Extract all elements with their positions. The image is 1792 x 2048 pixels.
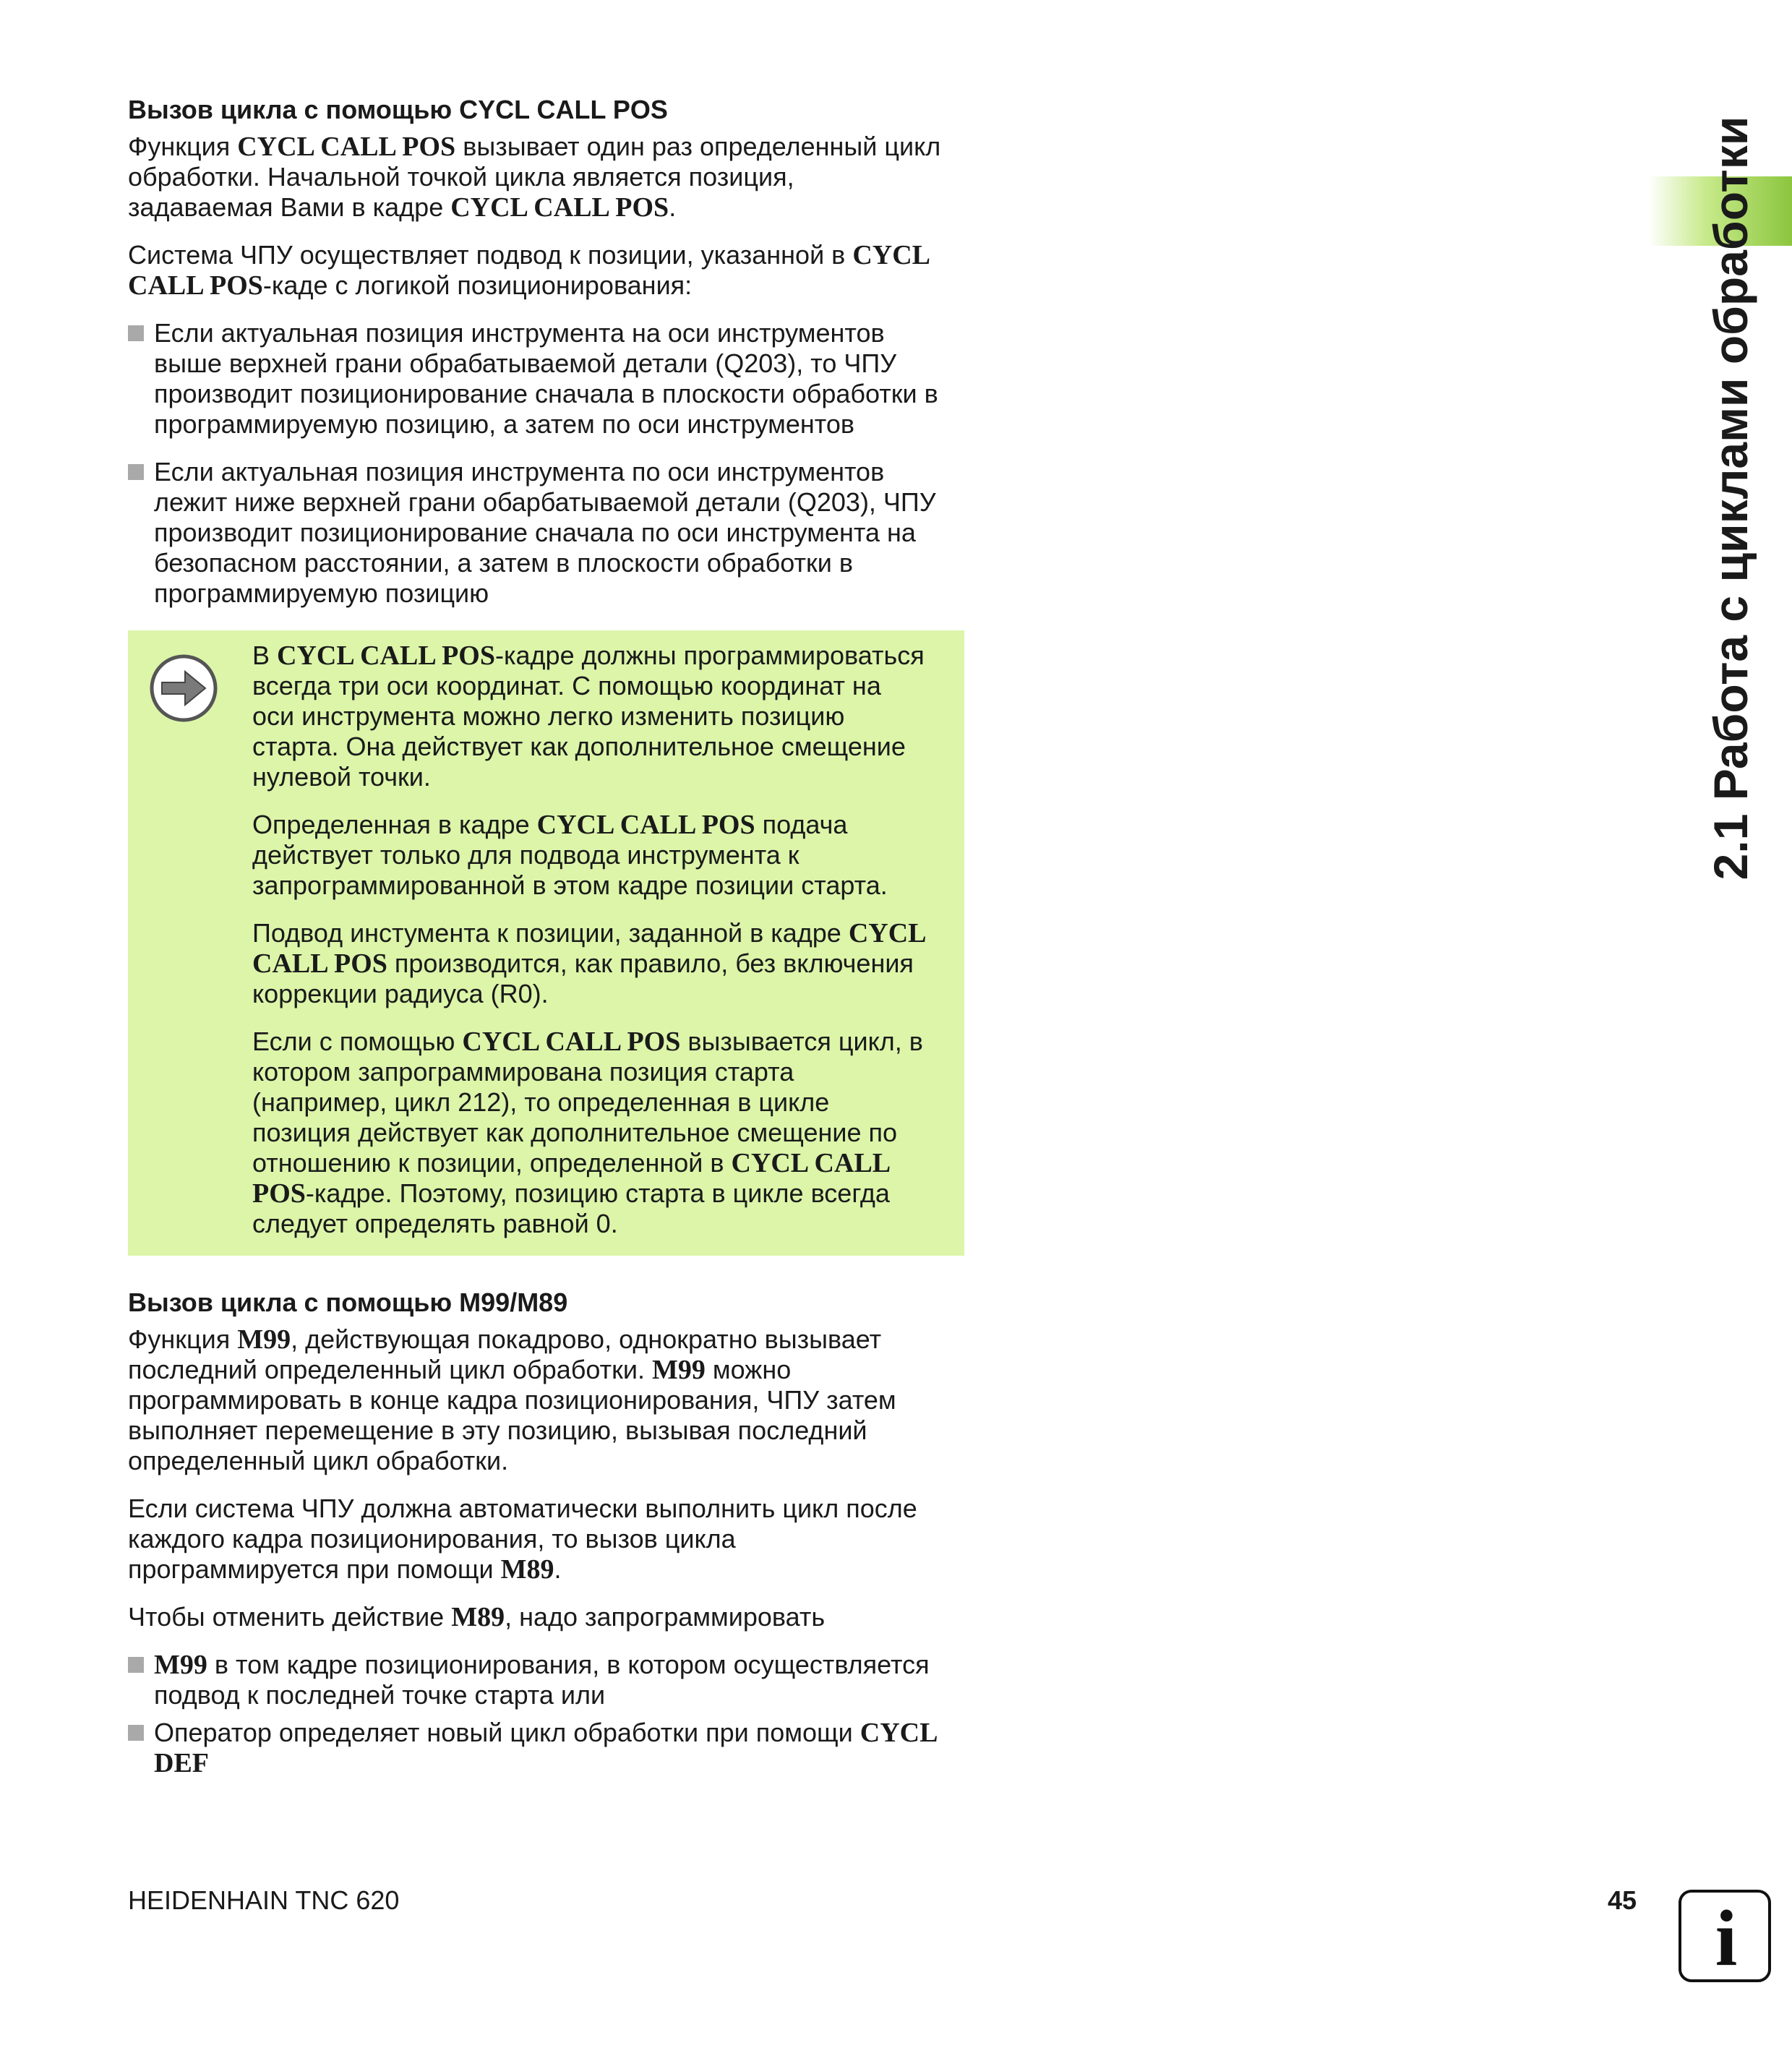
section-heading: Вызов цикла с помощью M99/M89 — [128, 1288, 568, 1317]
bullet-square-icon — [128, 325, 144, 341]
note-text — [252, 640, 946, 1239]
svg-text:i: i — [1715, 1894, 1738, 1979]
list-item: M99 в том кадре позиционирования, в котором осуществляется подвод к последней точке старта или — [128, 1650, 966, 1710]
paragraph: Функция CYCL CALL POS вызывает один раз определенный цикл обработки. Начальной точкой цикла является позиция, задаваемая Вами в кадре CYCL CALL POS. — [128, 132, 941, 223]
paragraph: Система ЧПУ осуществляет подвод к позиции, указанной в CYCL CALL POS-каде с логикой позиционирования: — [128, 240, 930, 301]
note-paragraph: В CYCL CALL POS-кадре должны программироваться всегда три оси координат. С помощью координат на оси инструмента можно легко изменить позицию старта. Она действует как дополнительное смещение нулевой точки. — [252, 640, 925, 792]
info-icon — [1679, 1890, 1771, 1982]
arrow-right-circle-icon — [147, 652, 220, 724]
bullet-square-icon — [128, 464, 144, 480]
list-item: Если актуальная позиция инструмента по оси инструментов лежит ниже верхней грани обарбатываемой детали (Q203), ЧПУ производит позиционирование сначала по оси инструмента на безопасном расстоянии, а затем в плоскости обработки в программируемую позицию — [128, 457, 966, 609]
section-cycl-call-pos — [128, 94, 966, 609]
section-m99-m89 — [128, 1287, 966, 1778]
footer-product: HEIDENHAIN TNC 620 — [128, 1885, 400, 1915]
bullet-square-icon — [128, 1657, 144, 1673]
bullet-square-icon — [128, 1725, 144, 1741]
list-item: Оператор определяет новый цикл обработки при помощи CYCL DEF — [128, 1718, 966, 1778]
paragraph: Функция M99, действующая покадрово, однократно вызывает последний определенный цикл обработки. M99 можно программировать в конце кадра позиционирования, ЧПУ затем выполняет перемещение в эту позицию, вызывая последний определенный цикл обработки. — [128, 1324, 896, 1475]
note-paragraph: Определенная в кадре CYCL CALL POS подача действует только для подвода инструмента к запрограммированной в этом кадре позиции старта. — [252, 810, 888, 900]
note-paragraph: Если с помощью CYCL CALL POS вызывается цикл, в котором запрограммирована позиция старта (например, цикл 212), то определенная в цикле позиция действует как дополнительное смещение по отношению к позиции, определенной в CYCL CALL POS-кадре. Поэтому, позицию старта в цикле всегда следует определять равной 0. — [252, 1027, 923, 1238]
list-item: Если актуальная позиция инструмента на оси инструментов выше верхней грани обрабатываемой детали (Q203), то ЧПУ производит позиционирование сначала в плоскости обработки в программируемую позицию, а затем по оси инструментов — [128, 318, 966, 440]
section-heading: Вызов цикла с помощью CYCL CALL POS — [128, 95, 668, 124]
paragraph: Чтобы отменить действие M89, надо запрограммировать — [128, 1602, 826, 1632]
paragraph: Если система ЧПУ должна автоматически выполнить цикл после каждого кадра позиционирования, то вызов цикла программируется при помощи M89. — [128, 1494, 917, 1585]
page-number: 45 — [1608, 1885, 1637, 1915]
note-paragraph: Подвод инстумента к позиции, заданной в кадре CYCL CALL POS производится, как правило, без включения коррекции радиуса (R0). — [252, 918, 927, 1008]
note-box — [128, 630, 964, 1256]
